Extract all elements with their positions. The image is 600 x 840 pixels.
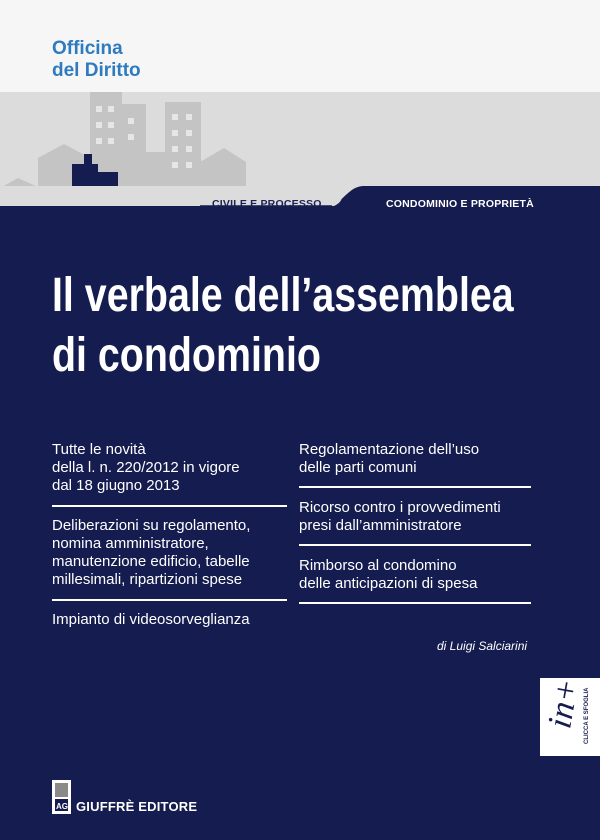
tab-condominio-e-proprieta: CONDOMINIO E PROPRIETÀ — [386, 198, 534, 210]
book-title — [52, 266, 514, 386]
series-line-1: Officina — [52, 38, 123, 59]
topic-line: nomina amministratore, — [52, 535, 209, 552]
topic-line: Deliberazioni su regolamento, — [52, 517, 251, 534]
topic-line: manutenzione edificio, tabelle — [52, 553, 250, 570]
topic-item — [52, 517, 287, 601]
topic-line: Tutte le novità — [52, 441, 146, 458]
publisher-logo-icon — [52, 780, 71, 814]
topic-line: Rimborso al condomino — [299, 557, 457, 574]
title-line-2: di condominio — [52, 329, 321, 382]
topic-line: della l. n. 220/2012 in vigore — [52, 459, 240, 476]
topic-line: millesimali, ripartizioni spese — [52, 571, 243, 588]
right-topics — [299, 441, 531, 615]
badge-text: CLICCA E SFOGLIA — [584, 687, 590, 744]
topic-line: Regolamentazione dell’uso — [299, 441, 480, 458]
tab-civile-e-processo: CIVILE E PROCESSO — [212, 198, 322, 210]
topic-line: presi dall’amministratore — [299, 517, 462, 534]
badge-mark: in+ — [541, 678, 587, 732]
clicca-e-sfoglia-icon — [540, 678, 600, 756]
topic-line: delle anticipazioni di spesa — [299, 575, 478, 592]
topic-item — [299, 557, 531, 604]
series-line-2: del Diritto — [52, 60, 141, 81]
topic-line: delle parti comuni — [299, 459, 417, 476]
topic-line: Ricorso contro i provvedimenti — [299, 499, 501, 516]
title-line-1: Il verbale dell’assemblea — [52, 269, 514, 322]
topic-item — [299, 499, 531, 546]
topic-item — [52, 441, 287, 507]
left-topics — [52, 441, 287, 649]
topic-line: dal 18 giugno 2013 — [52, 477, 180, 494]
publisher-logo-text: AG — [56, 802, 68, 811]
series-name — [52, 38, 141, 82]
publisher-name: GIUFFRÈ EDITORE — [76, 799, 198, 814]
topic-item — [299, 441, 531, 488]
topic-line: Impianto di videosorveglianza — [52, 611, 250, 628]
clicca-e-sfoglia-badge — [540, 678, 600, 756]
topic-item — [52, 611, 287, 639]
author-name: di Luigi Salciarini — [437, 639, 528, 653]
